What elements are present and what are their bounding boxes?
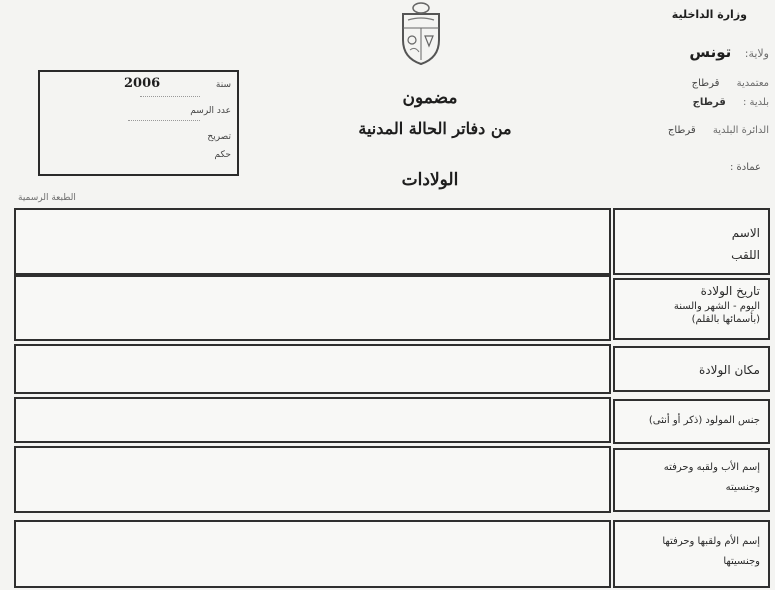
official-print-note: الطبعة الرسمية — [18, 193, 76, 203]
wilaya-value: تونس — [689, 43, 732, 61]
sex-value-box — [14, 397, 611, 443]
birthplace-label-box — [613, 346, 770, 392]
label-hukm: حكم — [214, 150, 231, 160]
tunisia-emblem-icon — [395, 0, 447, 66]
birthplace-label: مكان الولادة — [698, 363, 760, 377]
mother-sublabel: وجنسيتها — [723, 556, 760, 567]
label-adad: عدد الرسم — [190, 106, 231, 116]
record-number-box — [38, 70, 239, 176]
imada-label: عمادة : — [729, 162, 761, 173]
baladiya-row — [693, 97, 769, 108]
doc-title-line1: مضمون — [402, 88, 458, 108]
father-sublabel: وجنسيته — [725, 482, 760, 493]
mother-label: إسم الأم ولقبها وحرفتها — [662, 536, 760, 547]
name-label: الاسم — [731, 226, 760, 240]
daira-value: قرطاج — [667, 125, 696, 136]
year-underline — [140, 96, 200, 97]
mother-label-box — [613, 520, 770, 588]
daira-row — [668, 125, 769, 136]
baladiya-label: بلدية : — [742, 97, 769, 108]
sex-label-box — [613, 399, 770, 444]
surname-label: اللقب — [731, 248, 760, 262]
name-value-box — [14, 208, 611, 275]
mootamadiya-label: معتمدية — [736, 78, 769, 89]
birthdate-note: (بأسمائها بالقلم) — [691, 313, 760, 325]
doc-title-line3: الولادات — [401, 170, 459, 190]
sex-label: جنس المولود (ذكر أو أنثى) — [648, 415, 760, 426]
ministry-name: وزارة الداخلية — [671, 8, 747, 21]
mother-value-box — [14, 520, 611, 588]
doc-title-line2: من دفاتر الحالة المدنية — [358, 119, 512, 138]
label-sana: سنة — [215, 80, 231, 90]
birthdate-label: تاريخ الولادة — [700, 284, 760, 298]
name-label-box — [613, 208, 770, 275]
label-tasrih: تصريح — [207, 132, 231, 142]
birthplace-value-box — [14, 344, 611, 394]
baladiya-value: قرطاج — [692, 97, 726, 108]
birthdate-label-box — [613, 278, 770, 340]
birthdate-value-box — [14, 275, 611, 341]
father-value-box — [14, 446, 611, 513]
father-label-box — [613, 448, 770, 512]
mootamadiya-value: قرطاج — [691, 78, 720, 89]
daira-label: الدائرة البلدية — [712, 125, 769, 136]
record-year: 2006 — [124, 76, 161, 91]
father-label: إسم الأب ولقبه وحرفته — [663, 462, 760, 473]
mootamadiya-row — [692, 78, 769, 89]
birthdate-sublabel: اليوم - الشهر والسنة — [673, 300, 760, 312]
wilaya-row — [689, 43, 769, 61]
number-underline — [128, 120, 200, 121]
wilaya-label: ولاية: — [744, 47, 769, 60]
